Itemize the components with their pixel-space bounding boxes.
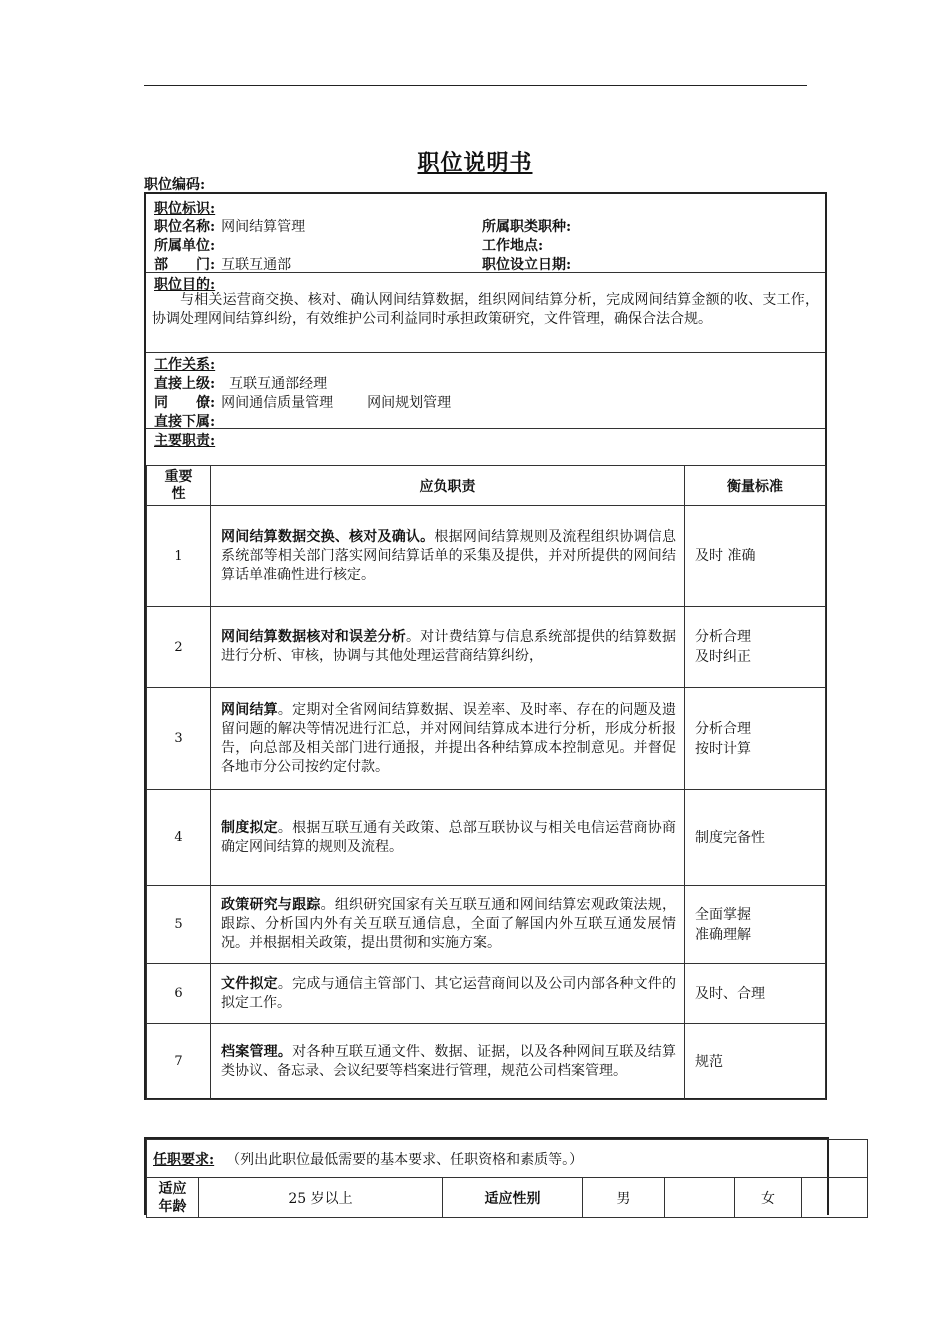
requirements-table <box>146 1139 868 1218</box>
standard-line: 全面掌握 <box>695 906 751 923</box>
duties-table <box>146 465 826 1100</box>
standard-line: 及时、合理 <box>695 985 765 1002</box>
duty-title: 档案管理。 <box>221 1043 293 1060</box>
duty-description <box>211 506 685 607</box>
duty-standard <box>685 688 826 790</box>
duty-title: 政策研究与跟踪 <box>221 897 321 913</box>
duty-text: 根据网间结算规则及流程组织协调信息系统部等相关部门落实网间结算话单的采集及提供，并对所提供的网间结算话单准确性进行核定。 <box>221 528 677 583</box>
standard-line: 及时 准确 <box>695 548 756 564</box>
duty-standard <box>685 607 826 688</box>
header-rule <box>144 85 807 86</box>
standard-line: 及时纠正 <box>695 649 751 665</box>
standard-line: 按时计算 <box>695 740 751 757</box>
duty-standard <box>685 886 826 964</box>
duty-number: 3 <box>147 688 211 790</box>
gender-female-blank <box>802 1178 868 1218</box>
peer-label: 同 僚: <box>154 395 216 411</box>
requirements-box <box>144 1137 829 1215</box>
superior-label: 直接上级: <box>154 376 216 392</box>
duty-text: 对各种互联互通文件、数据、证据，以及各种网间互联及结算类协议、备忘录、会议纪要等档案进行管理，规范公司档案管理。 <box>221 1043 677 1079</box>
position-code-label: 职位编码: <box>144 177 206 193</box>
duty-description <box>211 886 685 964</box>
duty-number: 1 <box>147 506 211 607</box>
requirements-note: （列出此职位最低需要的基本要求、任职资格和素质等。） <box>226 1151 584 1168</box>
duty-text: 。组织研究国家有关互联互通和网间结算宏观政策法规，跟踪、分析国内外有关互联互通信息，全面了解国内外互联互通发展情况。并根据相关政策，提出贯彻和实施方案。 <box>221 897 677 951</box>
superior-row <box>154 373 327 393</box>
standard-line: 准确理解 <box>695 926 751 943</box>
header-standard: 衡量标准 <box>685 466 826 506</box>
duty-number: 6 <box>147 964 211 1024</box>
duty-number: 4 <box>147 790 211 886</box>
duties-label: 主要职责: <box>154 433 216 449</box>
gender-male: 男 <box>583 1178 665 1218</box>
relations-section <box>146 352 825 429</box>
document-title: 职位说明书 <box>417 150 533 176</box>
establish-date-label: 职位设立日期: <box>482 257 572 273</box>
job-description-box <box>144 192 827 1100</box>
purpose-text: 与相关运营商交换、核对、确认网间结算数据，组织网间结算分析，完成网间结算金额的收、支工作，协调处理网间结算纠纷，有效维护公司利益同时承担政策研究，文件管理，确保合法合规。 <box>152 292 819 327</box>
duty-text: 。对计费结算与信息系统部提供的结算数据进行分析、审核，协调与其他处理运营商结算纠纷， <box>221 629 677 664</box>
duty-row <box>147 790 826 886</box>
gender-male-blank <box>665 1178 735 1218</box>
standard-line: 规范 <box>695 1053 723 1070</box>
duty-text: 。完成与通信主管部门、其它运营商间以及公司内部各种文件的拟定工作。 <box>221 975 677 1011</box>
duty-row <box>147 688 826 790</box>
duty-title: 网间结算数据交换、核对及确认。 <box>221 528 435 545</box>
requirements-label: 任职要求: <box>153 1151 215 1168</box>
duty-row <box>147 506 826 607</box>
duty-number: 7 <box>147 1024 211 1100</box>
age-gender-row <box>147 1178 868 1218</box>
header-importance: 重要性 <box>147 466 211 506</box>
peer-value-2: 网间规划管理 <box>367 395 452 411</box>
standard-line: 分析合理 <box>695 629 751 645</box>
identity-section <box>146 194 825 273</box>
purpose-section <box>146 272 825 353</box>
position-name-value: 网间结算管理 <box>221 219 306 235</box>
duty-description <box>211 688 685 790</box>
unit-label: 所属单位: <box>154 238 216 254</box>
age-value: 25 岁以上 <box>199 1178 443 1218</box>
duty-title: 网间结算 <box>221 701 278 718</box>
duty-standard <box>685 790 826 886</box>
gender-female: 女 <box>735 1178 802 1218</box>
superior-value: 互联互通部经理 <box>229 376 328 392</box>
duty-title: 文件拟定 <box>221 975 278 992</box>
duty-row <box>147 607 826 688</box>
duty-row <box>147 964 826 1024</box>
age-label: 适应年龄 <box>147 1178 199 1218</box>
department-row <box>154 254 291 274</box>
purpose-label: 职位目的: <box>154 277 216 293</box>
duty-title: 制度拟定 <box>221 819 278 836</box>
duty-row <box>147 1024 826 1100</box>
position-name-row <box>154 216 305 236</box>
duty-standard <box>685 506 826 607</box>
header-duty: 应负职责 <box>211 466 685 506</box>
location-label: 工作地点: <box>482 238 544 254</box>
duty-text: 。根据互联互通有关政策、总部互联协议与相关电信运营商协商确定网间结算的规则及流程。 <box>221 819 677 855</box>
duty-number: 5 <box>147 886 211 964</box>
peer-row <box>154 392 451 412</box>
duty-description <box>211 607 685 688</box>
duty-title: 网间结算数据核对和误差分析 <box>221 629 406 645</box>
department-value: 互联互通部 <box>221 257 292 273</box>
category-label: 所属职类职种: <box>482 219 572 235</box>
duties-label-section <box>146 428 825 465</box>
duty-standard <box>685 964 826 1024</box>
peer-value-1: 网间通信质量管理 <box>221 395 334 411</box>
duty-number: 2 <box>147 607 211 688</box>
relations-label: 工作关系: <box>154 357 216 373</box>
duty-row <box>147 886 826 964</box>
duty-text: 。定期对全省网间结算数据、误差率、及时率、存在的问题及遗留问题的解决等情况进行汇总，并对网间结算成本进行分析，形成分析报告，向总部及相关部门进行通报，并提出各种结算成本控制意见。并督促各地市分公司按约定付款。 <box>221 701 677 775</box>
duties-header-row <box>147 466 826 506</box>
duty-description <box>211 790 685 886</box>
duty-standard <box>685 1024 826 1100</box>
requirements-header-cell <box>147 1140 868 1178</box>
standard-line: 分析合理 <box>695 720 751 737</box>
identity-section-label: 职位标识: <box>154 201 216 217</box>
duty-description <box>211 964 685 1024</box>
gender-label: 适应性别 <box>443 1178 583 1218</box>
duty-description <box>211 1024 685 1100</box>
position-name-label: 职位名称: <box>154 219 216 235</box>
department-label: 部 门: <box>154 257 216 273</box>
standard-line: 制度完备性 <box>695 829 765 846</box>
requirements-header-row <box>147 1140 868 1178</box>
subordinate-label: 直接下属: <box>154 414 216 430</box>
